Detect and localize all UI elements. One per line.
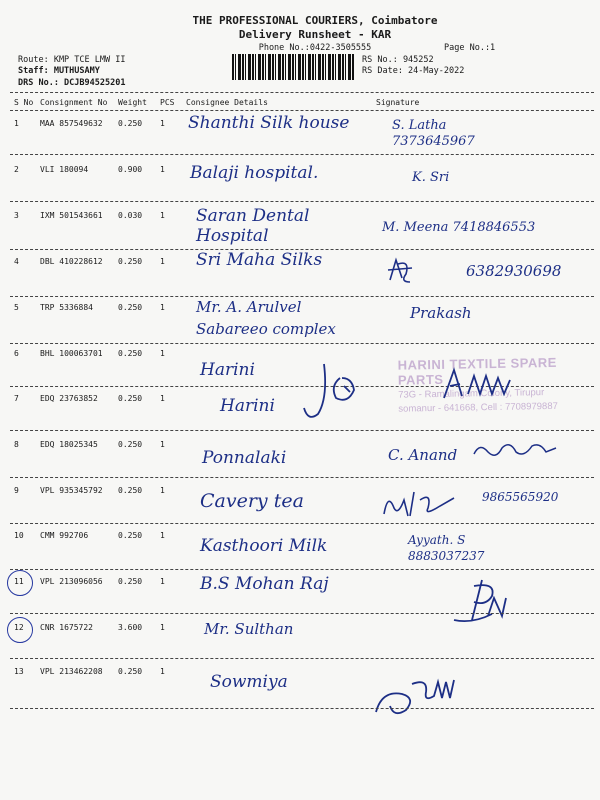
row-sno: 9 bbox=[14, 486, 19, 495]
divider bbox=[10, 477, 594, 478]
row-weight: 0.250 bbox=[118, 257, 143, 266]
divider bbox=[10, 154, 594, 155]
row-weight: 0.250 bbox=[118, 531, 143, 540]
row-sno: 12 bbox=[14, 623, 24, 632]
row-weight: 0.250 bbox=[118, 577, 143, 586]
stamp-name: HARINI TEXTILE SPARE PARTS bbox=[397, 354, 558, 388]
row-weight: 0.030 bbox=[118, 211, 143, 220]
row-consignment: EDQ 18025345 bbox=[40, 440, 98, 449]
row-consignment: VPL 213462208 bbox=[40, 667, 103, 676]
divider bbox=[10, 201, 594, 202]
rs-date: RS Date: 24-May-2022 bbox=[362, 66, 465, 76]
col-consignee: Consignee Details bbox=[186, 98, 268, 107]
row-consignee: Harini bbox=[200, 360, 255, 380]
company-title: THE PROFESSIONAL COURIERS, Coimbatore bbox=[192, 14, 438, 27]
row-pcs: 1 bbox=[160, 577, 165, 586]
signature-scribble bbox=[452, 576, 522, 626]
row-consignee: Shanthi Silk house bbox=[188, 113, 350, 133]
row-sno: 8 bbox=[14, 440, 19, 449]
row-sno: 10 bbox=[14, 531, 24, 540]
runsheet-subtitle: Delivery Runsheet - KAR bbox=[238, 28, 392, 41]
divider bbox=[10, 658, 594, 659]
row-consignment: VPL 213096056 bbox=[40, 577, 103, 586]
route-label: Route: KMP TCE LMW II bbox=[18, 55, 126, 65]
signature-scribble bbox=[380, 486, 460, 520]
row-consignment: TRP 5336884 bbox=[40, 303, 93, 312]
row-consignment: VLI 180094 bbox=[40, 165, 89, 174]
row-consignment: EDQ 23763852 bbox=[40, 394, 98, 403]
row-pcs: 1 bbox=[160, 623, 165, 632]
col-signature: Signature bbox=[376, 98, 420, 107]
row-pcs: 1 bbox=[160, 667, 165, 676]
divider bbox=[10, 569, 594, 570]
col-weight: Weight bbox=[118, 98, 147, 107]
row-signature: 9865565920 bbox=[482, 490, 559, 504]
stamp-contact: somanur - 641668, Cell : 7708979887 bbox=[398, 400, 558, 415]
row-signature: 6382930698 bbox=[466, 262, 562, 280]
row-signature: C. Anand bbox=[388, 446, 458, 464]
signature-scribble bbox=[440, 364, 530, 404]
row-consignment: BHL 100063701 bbox=[40, 349, 103, 358]
row-pcs: 1 bbox=[160, 165, 165, 174]
signature-scribble bbox=[300, 358, 380, 428]
row-pcs: 1 bbox=[160, 211, 165, 220]
signature-scribble bbox=[372, 672, 472, 722]
staff-label: Staff: MUTHUSAMY bbox=[18, 66, 100, 76]
row-sno: 13 bbox=[14, 667, 24, 676]
col-sno: S No bbox=[14, 98, 34, 107]
drs-number: DRS No.: DCJB94525201 bbox=[18, 78, 126, 88]
row-weight: 0.250 bbox=[118, 440, 143, 449]
row-consignment: MAA 857549632 bbox=[40, 119, 103, 128]
divider bbox=[10, 92, 594, 93]
divider bbox=[10, 613, 594, 614]
row-weight: 0.250 bbox=[118, 349, 143, 358]
row-weight: 0.250 bbox=[118, 394, 143, 403]
phone-number: Phone No.:0422-3505555 bbox=[258, 43, 372, 53]
row-weight: 0.250 bbox=[118, 119, 143, 128]
row-pcs: 1 bbox=[160, 440, 165, 449]
row-sno: 1 bbox=[14, 119, 19, 128]
row-consignee: Balaji hospital. bbox=[190, 163, 319, 183]
page-number: Page No.:1 bbox=[444, 43, 496, 53]
row-pcs: 1 bbox=[160, 394, 165, 403]
row-sno: 2 bbox=[14, 165, 19, 174]
divider bbox=[10, 430, 594, 431]
col-consignment: Consignment No bbox=[40, 98, 108, 107]
row-weight: 3.600 bbox=[118, 623, 143, 632]
row-consignment: IXM 501543661 bbox=[40, 211, 103, 220]
row-pcs: 1 bbox=[160, 349, 165, 358]
divider bbox=[10, 708, 594, 709]
row-consignee: Kasthoori Milk bbox=[200, 536, 328, 556]
row-pcs: 1 bbox=[160, 119, 165, 128]
row-consignee: Mr. A. Arulvel Sabareeo complex bbox=[196, 298, 336, 338]
row-signature: Prakash bbox=[410, 304, 472, 322]
row-sno: 3 bbox=[14, 211, 19, 220]
row-consignee: Sowmiya bbox=[210, 672, 288, 692]
row-consignment: CMM 992706 bbox=[40, 531, 89, 540]
row-consignee: Saran Dental Hospital bbox=[196, 206, 310, 246]
signature-scribble bbox=[386, 256, 416, 286]
row-consignment: VPL 935345792 bbox=[40, 486, 103, 495]
row-pcs: 1 bbox=[160, 303, 165, 312]
row-sno: 6 bbox=[14, 349, 19, 358]
row-pcs: 1 bbox=[160, 257, 165, 266]
row-consignee: Ponnalaki bbox=[202, 448, 287, 468]
rs-number: RS No.: 945252 bbox=[362, 55, 434, 65]
barcode-image bbox=[232, 54, 354, 80]
row-consignee: Cavery tea bbox=[200, 490, 304, 512]
row-consignee: Harini bbox=[220, 396, 275, 416]
row-consignment: DBL 410228612 bbox=[40, 257, 103, 266]
row-consignee: B.S Mohan Raj bbox=[200, 574, 329, 594]
row-signature: S. Latha 7373645967 bbox=[392, 118, 475, 149]
row-consignee: Mr. Sulthan bbox=[204, 620, 294, 638]
divider bbox=[10, 343, 594, 344]
row-pcs: 1 bbox=[160, 486, 165, 495]
row-consignment: CNR 1675722 bbox=[40, 623, 93, 632]
divider bbox=[10, 523, 594, 524]
row-sno: 7 bbox=[14, 394, 19, 403]
row-consignee: Sri Maha Silks bbox=[196, 250, 323, 270]
row-weight: 0.250 bbox=[118, 303, 143, 312]
col-pcs: PCS bbox=[160, 98, 175, 107]
stamp-address: 73G - Ramalingam Colony, Tirupur bbox=[398, 387, 545, 401]
row-signature: Ayyath. S 8883037237 bbox=[408, 533, 485, 563]
row-weight: 0.900 bbox=[118, 165, 143, 174]
row-sno: 5 bbox=[14, 303, 19, 312]
row-pcs: 1 bbox=[160, 531, 165, 540]
signature-scribble bbox=[470, 436, 560, 462]
divider bbox=[10, 110, 594, 111]
row-sno: 11 bbox=[14, 577, 24, 586]
row-weight: 0.250 bbox=[118, 486, 143, 495]
row-signature: K. Sri bbox=[412, 170, 450, 185]
row-weight: 0.250 bbox=[118, 667, 143, 676]
row-sno: 4 bbox=[14, 257, 19, 266]
row-signature: M. Meena 7418846553 bbox=[382, 220, 536, 235]
